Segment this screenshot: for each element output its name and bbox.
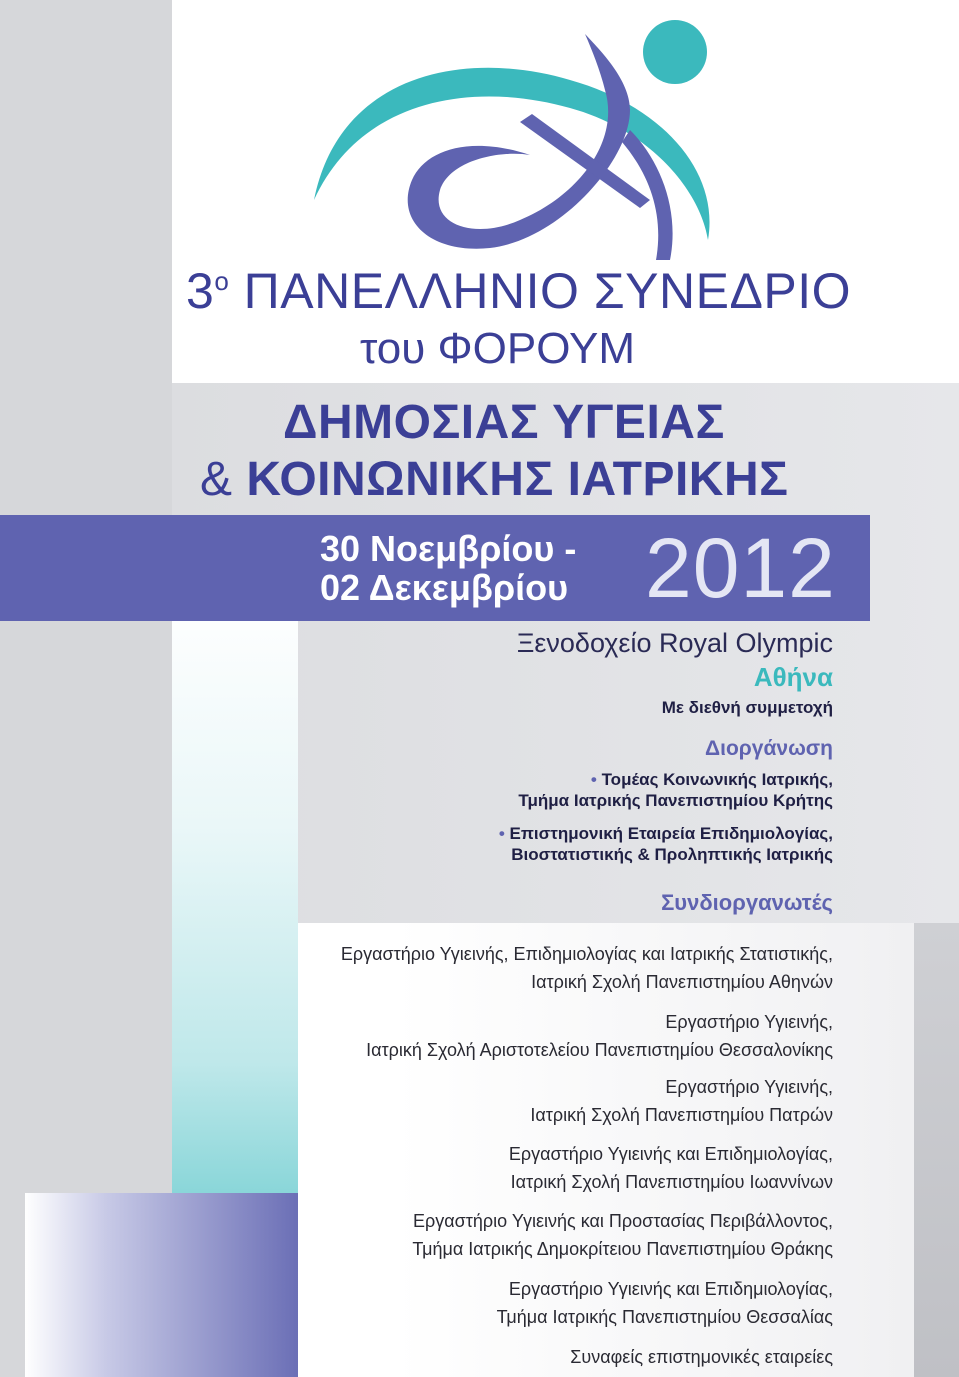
purple-gradient-block — [25, 1193, 298, 1377]
background-left-band — [0, 0, 172, 1377]
international-participation: Με διεθνή συμμετοχή — [661, 698, 833, 717]
venue-hotel: Ξενοδοχείο Royal Olympic — [516, 628, 833, 658]
year: 2012 — [645, 521, 836, 615]
stylized-figure-icon — [300, 10, 720, 270]
background-right-strip — [914, 923, 959, 1377]
organizer-item: • Τομέας Κοινωνικής Ιατρικής, Τμήμα Ιατρικής Πανεπιστημίου Κρήτης — [518, 770, 833, 810]
co-organizer-item: Εργαστήριο Υγιεινής και Επιδημιολογίας, Ιατρική Σχολή Πανεπιστημίου Ιωαννίνων — [508, 1144, 833, 1192]
co-organizer-item: Εργαστήριο Υγιεινής, Ιατρική Σχολή Αριστοτελείου Πανεπιστημίου Θεσσαλονίκης — [366, 1012, 833, 1060]
conference-title-line4: & ΚΟΙΝΩΝΙΚΗΣ ΙΑΤΡΙΚΗΣ — [200, 453, 789, 506]
logo-purple-swoosh — [408, 34, 630, 249]
date-end: 02 Δεκεμβρίου — [320, 567, 569, 608]
co-organizer-item: Εργαστήριο Υγιεινής, Επιδημιολογίας και Ιατρικής Στατιστικής, Ιατρική Σχολή Πανεπιστημίου Αθηνών — [340, 944, 833, 992]
logo-head-circle — [643, 20, 707, 84]
logo-teal-arc — [314, 68, 710, 240]
conference-title-line1: $3^o$ ΠΑΝΕΛΛΗΝΙΟ ΣΥΝΕΔΡΙΟ — [186, 263, 852, 319]
bullet-icon: • — [498, 824, 510, 843]
conference-title-line2: του ΦΟΡΟΥΜ — [360, 324, 635, 373]
co-organizer-item: Εργαστήριο Υγιεινής και Προστασίας Περιβάλλοντος, Τμήμα Ιατρικής Δημοκρίτειου Πανεπιστημίου Θράκης — [412, 1211, 833, 1259]
organizer-item: • Επιστημονική Εταιρεία Επιδημιολογίας, Βιοστατιστικής & Προληπτικής Ιατρικής — [498, 824, 833, 864]
co-organizers-heading: Συνδιοργανωτές — [661, 890, 833, 915]
date-start: 30 Νοεμβρίου - — [320, 528, 577, 569]
conference-title-line3: ΔΗΜΟΣΙΑΣ ΥΓΕΙΑΣ — [283, 396, 725, 449]
organization-heading: Διοργάνωση — [705, 737, 833, 760]
venue-city: Αθήνα — [753, 662, 833, 692]
co-organizer-item: Εργαστήριο Υγιεινής, Ιατρική Σχολή Πανεπιστημίου Πατρών — [530, 1077, 833, 1125]
co-organizer-item: Συναφείς επιστημονικές εταιρείες — [570, 1347, 833, 1367]
bullet-icon: • — [590, 770, 602, 789]
co-organizer-item: Εργαστήριο Υγιεινής και Επιδημιολογίας, Τμήμα Ιατρικής Πανεπιστημίου Θεσσαλίας — [496, 1279, 833, 1327]
